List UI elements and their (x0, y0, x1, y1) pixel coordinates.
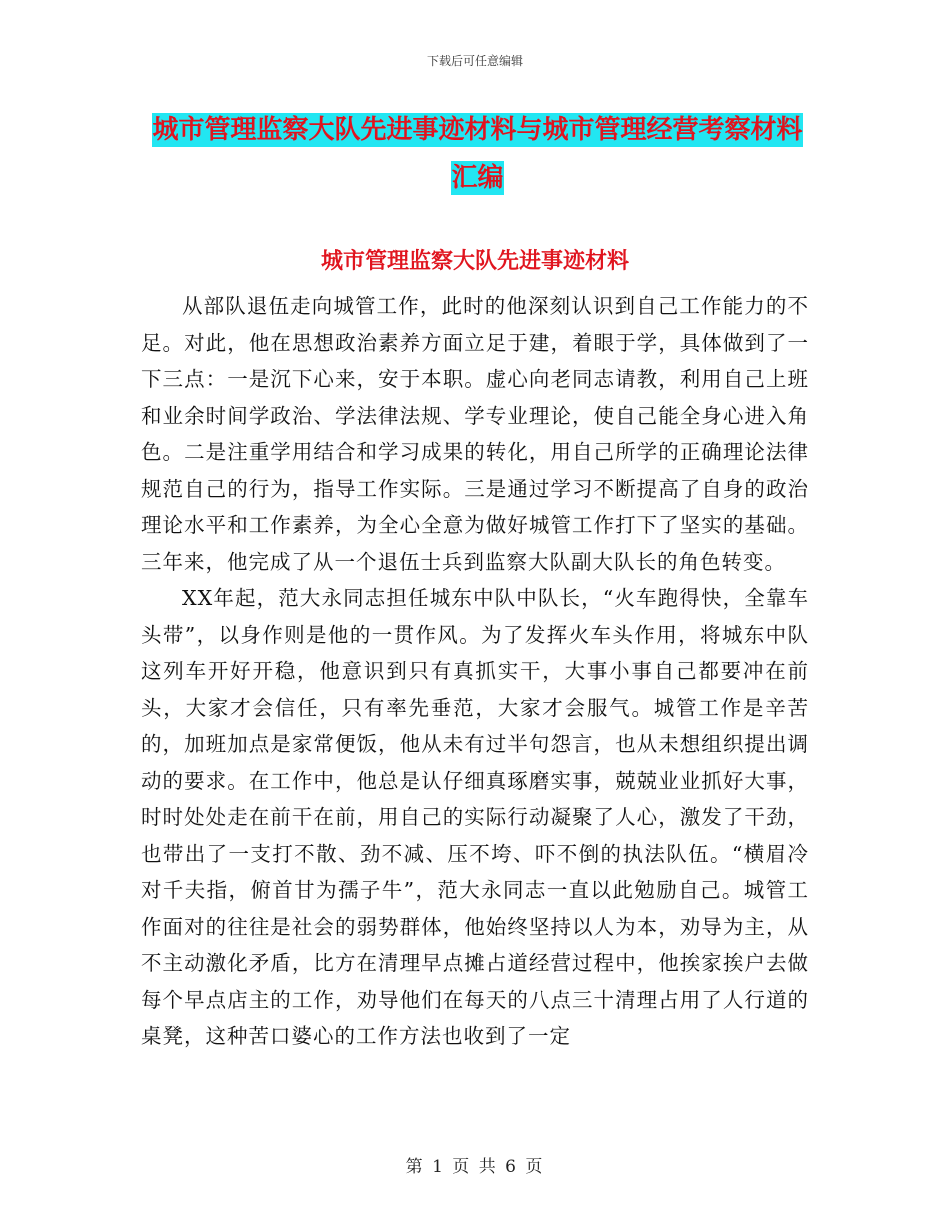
document-title-text: 城市管理监察大队先进事迹材料与城市管理经营考察材料汇编 (152, 115, 803, 193)
page-header: 下载后可任意编辑 (426, 54, 523, 68)
page-footer: 第 1 页 共 6 页 (405, 1157, 545, 1177)
document-body (141, 288, 809, 1055)
document-title (145, 106, 810, 202)
body-paragraph-2: XX年起，范大永同志担任城东中队中队长，“火车跑得快，全靠车头带”，以身作则是他的一贯作风。为了发挥火车头作用，将城东中队这列车开好开稳，他意识到只有真抓实干，大事小事自己都要冲在前头，大家才会信任，只有率先垂范，大家才会服气。城管工作是辛苦的，加班加点是家常便饭，他从未有过半句怨言，也从未想组织提出调动的要求。在工作中，他总是认仔细真琢磨实事，兢兢业业抓好大事，时时处处走在前干在前，用自己的实际行动凝聚了人心，激发了干劲，也带出了一支打不散、劲不减、压不垮、吓不倒的执法队伍。“横眉冷对千夫指，俯首甘为孺子牛”，范大永同志一直以此勉励自己。城管工作面对的往往是社会的弱势群体，他始终坚持以人为本，劝导为主，从不主动激化矛盾，比方在清理早点摊占道经营过程中，他挨家挨户去做每个早点店主的工作，劝导他们在每天的八点三十清理占用了人行道的桌凳，这种苦口婆心的工作方法也收到了一定 (141, 586, 809, 1048)
body-paragraph-1: 从部队退伍走向城管工作，此时的他深刻认识到自己工作能力的不足。对此，他在思想政治素养方面立足于建，着眼于学，具体做到了一下三点：一是沉下心来，安于本职。虚心向老同志请教，利用自己上班和业余时间学政治、学法律法规、学专业理论，使自己能全身心进入角色。二是注重学用结合和学习成果的转化，用自己所学的正确理论法律规范自己的行为，指导工作实际。三是通过学习不断提高了自身的政治理论水平和工作素养，为全心全意为做好城管工作打下了坚实的基础。三年来，他完成了从一个退伍士兵到监察大队副大队长的角色转变。 (141, 294, 809, 574)
section-title: 城市管理监察大队先进事迹材料 (320, 248, 629, 274)
